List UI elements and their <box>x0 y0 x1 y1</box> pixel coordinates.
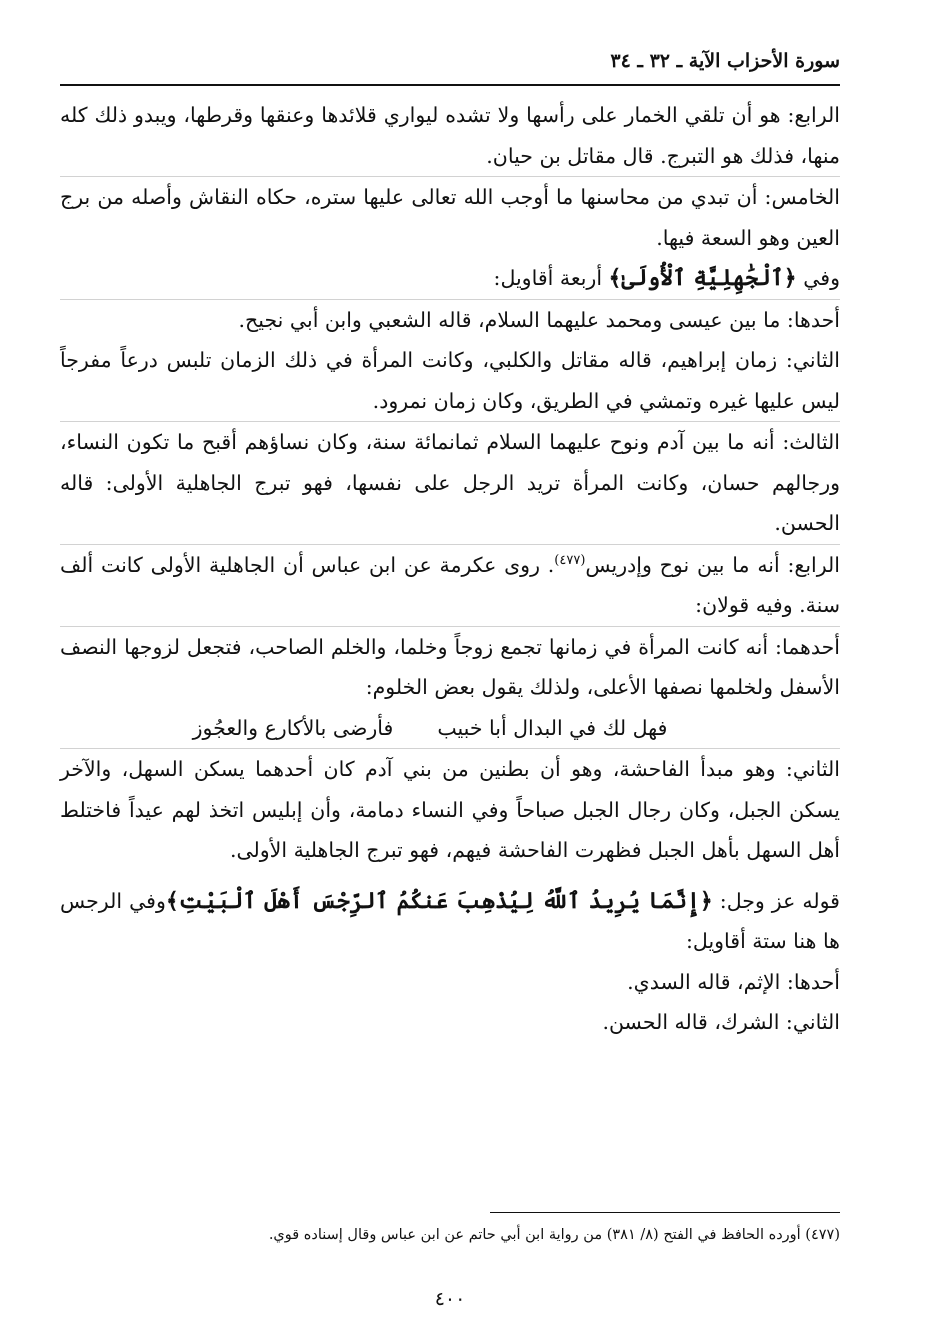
paragraph-text: زمان إبراهيم، قاله مقاتل والكلبي، وكانت المرأة في ذلك الزمان تلبس درعاً مفرجاً ليس عليها غيره وتمشي في الطريق، وكان زمان نمرود. <box>60 348 840 413</box>
book-page <box>60 40 840 1310</box>
paragraph-label: الرابع: <box>787 103 840 127</box>
paragraph-label: أحدها: <box>786 307 840 332</box>
paragraph-label: الثاني: <box>785 1010 840 1034</box>
header-rule <box>60 84 840 86</box>
verse-second-hemistich: فأرضى بالأكارع والعجُوز <box>192 715 394 740</box>
quran-phrase: ﴿ٱلْجَٰهِلِيَّةِ ٱلْأُولَىٰ﴾ <box>608 265 797 291</box>
paragraph-label: الثاني: <box>785 348 840 372</box>
paragraph-second-saying <box>60 748 840 871</box>
paragraph-lead: وفي <box>796 266 840 290</box>
paragraph-text: الشرك، قاله الحسن. <box>602 1010 786 1034</box>
paragraph-label: أحدها: <box>786 969 840 994</box>
paragraph-label: الثاني: <box>785 757 840 781</box>
paragraph-second-opinion <box>60 340 840 421</box>
paragraph-first-saying <box>60 626 840 708</box>
paragraph-third-opinion <box>60 421 840 544</box>
footnote-rule <box>490 1212 840 1213</box>
footnote-reference: (٤٧٧) <box>554 552 586 568</box>
paragraph-first-opinion <box>60 299 840 341</box>
verse-first-hemistich: فهل لك في البدال أبا خبيب <box>437 715 668 740</box>
poetry-verse <box>60 708 840 749</box>
paragraph-text: وهو مبدأ الفاحشة، وهو أن بطنين من بني آدم كان أحدهما يسكن السهل، والآخر يسكن الجبل، وكان رجال الجبل صباحاً وفي النساء دمامة، وأن إبليس اتخذ لهم عيداً فاختلط أهل السهل بأهل الجبل فظهرت الفاحشة فيهم، فهو تبرج الجاهلية الأولى. <box>60 757 840 862</box>
paragraph-label: الرابع: <box>787 552 840 577</box>
paragraph-text: أن تبدي من محاسنها ما أوجب الله تعالى عليها ستره، حكاه النقاش وأصله من برج العين وهو السعة فيها. <box>60 185 840 250</box>
paragraph-text: هو أن تلقي الخمار على رأسها ولا تشده ليواري قلائدها وعنقها وقرطها، ويبدو ذلك كله منها، فذلك هو التبرج. قال مقاتل بن حيان. <box>60 103 840 168</box>
paragraph-text: . روى عكرمة عن ابن عباس أن الجاهلية الأولى كانت ألف سنة. وفيه قولان: <box>60 552 840 617</box>
paragraph-fourth-tabarruj <box>60 95 840 176</box>
paragraph-label: الخامس: <box>764 185 840 209</box>
paragraph-text: ما بين عيسى ومحمد عليهما السلام، قاله الشعبي وابن أبي نجيح. <box>238 307 787 332</box>
paragraph-text: أنه ما بين آدم ونوح عليهما السلام ثمانمائة سنة، وكان نساؤهم أقبح ما تكون النساء، ورجالهم حسان، وكانت المرأة تريد الرجل على نفسها، فهو تبرج الجاهلية الأولى: قاله الحسن. <box>60 430 840 535</box>
paragraph-lead: قوله عز وجل: <box>712 888 840 913</box>
paragraph-text: أنه كانت المرأة في زمانها تجمع زوجاً وخلما، والخلم الصاحب، فتجعل لزوجها النصف الأسفل ولخلمها نصفها الأعلى، ولذلك يقول بعض الخلوم: <box>60 634 840 699</box>
page-number: ٤٠٠ <box>434 1288 466 1310</box>
paragraph-rijs-second <box>60 1002 840 1043</box>
paragraph-fifth-tabarruj <box>60 176 840 258</box>
paragraph-tail: وفي الرجس ها هنا ستة أقاويل: <box>60 888 840 953</box>
paragraph-tail: أربعة أقاويل: <box>493 266 609 290</box>
paragraph-text: أنه ما بين نوح وإدريس <box>585 552 788 577</box>
paragraph-rijs-verse <box>60 881 840 962</box>
paragraph-fourth-opinion <box>60 544 840 626</box>
paragraph-rijs-first <box>60 962 840 1003</box>
paragraph-label: أحدهما: <box>775 634 840 659</box>
footnote: (٤٧٧) أورده الحافظ في الفتح (٨/ ٣٨١) من رواية ابن أبي حاتم عن ابن عباس وقال إسناده قوي. <box>268 1227 840 1243</box>
paragraph-jahiliyya-intro <box>60 258 840 299</box>
quran-verse: ﴿إِنَّمَا يُرِيدُ ٱللَّهُ لِيُذْهِبَ عَنكُمُ ٱلرِّجْسَ أَهْلَ ٱلْبَيْتِ﴾ <box>165 887 713 914</box>
paragraph-text: الإثم، قاله السدي. <box>627 969 787 994</box>
main-text <box>60 95 840 1043</box>
running-head: سورة الأحزاب الآية ـ ٣٢ ـ ٣٤ <box>610 50 840 72</box>
paragraph-label: الثالث: <box>782 430 840 454</box>
